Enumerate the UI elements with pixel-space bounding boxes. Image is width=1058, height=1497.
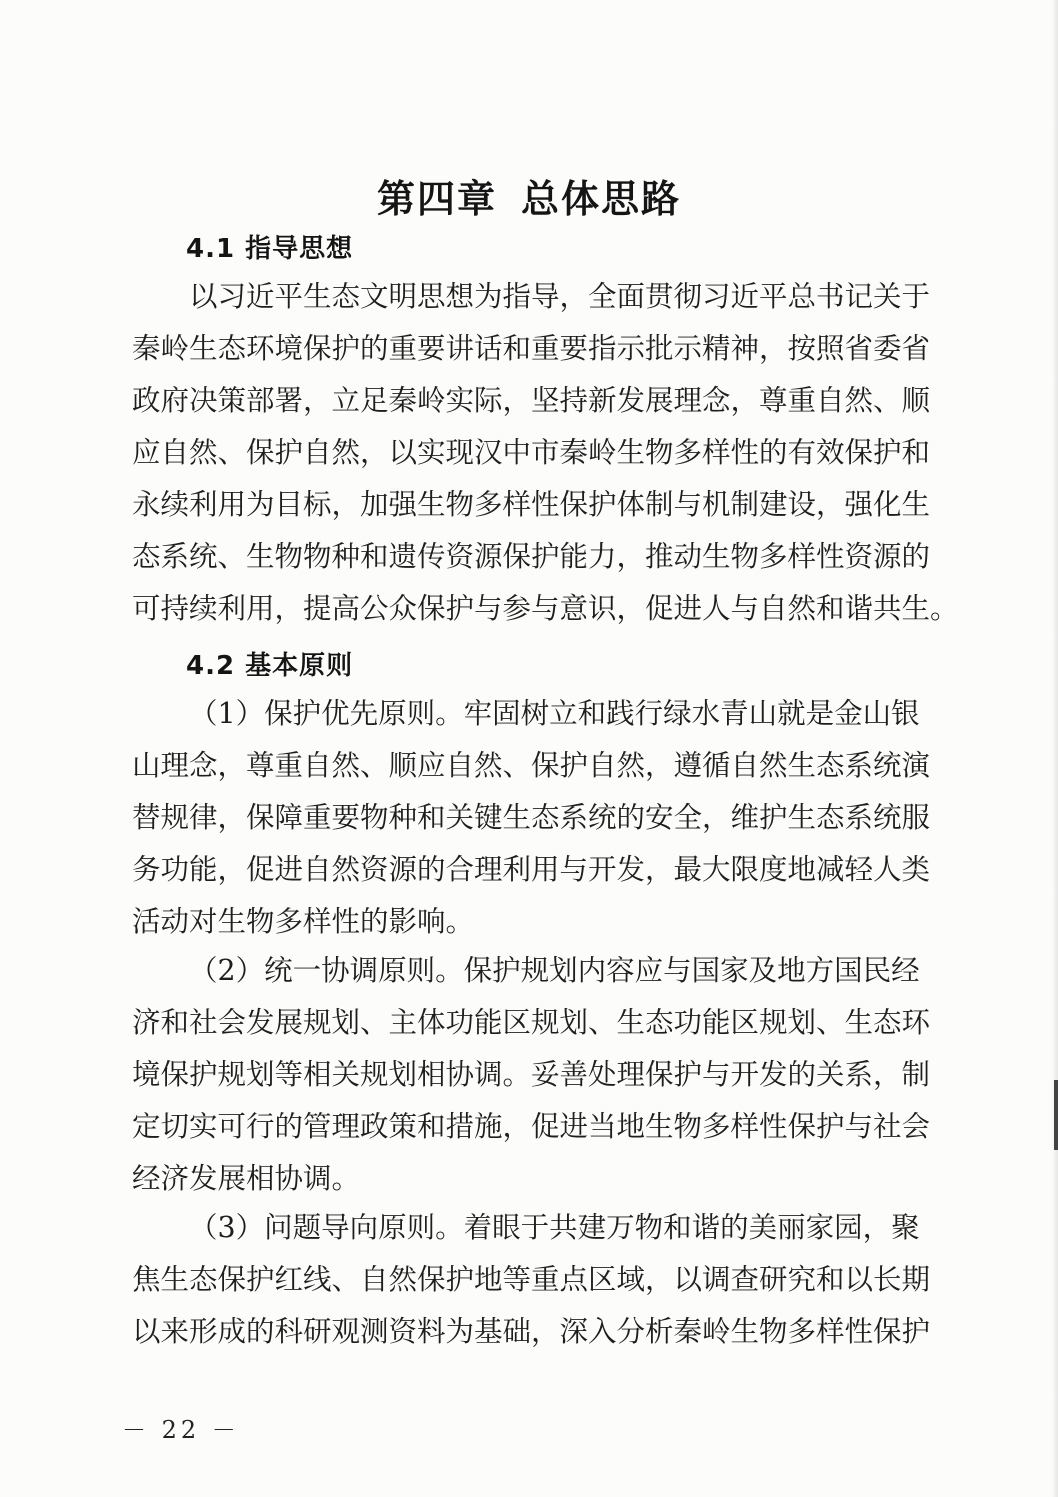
paragraph-line: 焦生态保护红线、自然保护地等重点区域，以调查研究和以长期 xyxy=(132,1263,931,1296)
paragraph-line: 秦岭生态环境保护的重要讲话和重要指示批示精神，按照省委省 xyxy=(132,332,931,365)
paragraph-line: 以习近平生态文明思想为指导，全面贯彻习近平总书记关于 xyxy=(189,280,931,313)
paragraph-line: 山理念，尊重自然、顺应自然、保护自然，遵循自然生态系统演 xyxy=(132,749,931,782)
paragraph-guiding-ideology xyxy=(132,271,959,635)
paragraph-line: 可持续利用，提高公众保护与参与意识，促进人与自然和谐共生。 xyxy=(132,592,959,625)
page-edge-shadow xyxy=(1052,0,1058,1497)
paragraph-line: 替规律，保障重要物种和关键生态系统的安全，维护生态系统服 xyxy=(132,801,931,834)
paragraph-line: 永续利用为目标，加强生物多样性保护体制与机制建设，强化生 xyxy=(132,488,931,521)
paragraph-line: 应自然、保护自然，以实现汉中市秦岭生物多样性的有效保护和 xyxy=(132,436,931,469)
paragraph-problem-oriented xyxy=(132,1202,931,1358)
chapter-number: 第四章 xyxy=(376,177,497,221)
paragraph-line: 定切实可行的管理政策和措施，促进当地生物多样性保护与社会 xyxy=(132,1110,931,1143)
page-number: － 22 － xyxy=(122,1416,240,1444)
paragraph-unified-coordination xyxy=(132,945,931,1205)
section-heading-4-1: 4.1 指导思想 xyxy=(186,234,354,264)
paragraph-line: （1）保护优先原则。牢固树立和践行绿水青山就是金山银 xyxy=(189,697,920,730)
binding-mark xyxy=(1054,1080,1058,1150)
paragraph-line: 政府决策部署，立足秦岭实际，坚持新发展理念，尊重自然、顺 xyxy=(132,384,931,417)
paragraph-line: 经济发展相协调。 xyxy=(132,1162,361,1195)
paragraph-line: 以来形成的科研观测资料为基础，深入分析秦岭生物多样性保护 xyxy=(132,1315,931,1348)
paragraph-line: （2）统一协调原则。保护规划内容应与国家及地方国民经 xyxy=(189,954,920,987)
paragraph-line: 境保护规划等相关规划相协调。妥善处理保护与开发的关系，制 xyxy=(132,1058,931,1091)
chapter-name: 总体思路 xyxy=(521,177,682,221)
paragraph-line: 务功能，促进自然资源的合理利用与开发，最大限度地减轻人类 xyxy=(132,853,931,886)
paragraph-protection-priority xyxy=(132,688,931,948)
paragraph-line: 态系统、生物物种和遗传资源保护能力，推动生物多样性资源的 xyxy=(132,540,931,573)
paragraph-line: 济和社会发展规划、主体功能区规划、生态功能区规划、生态环 xyxy=(132,1006,931,1039)
paragraph-line: 活动对生物多样性的影响。 xyxy=(132,905,475,938)
chapter-title xyxy=(0,168,1058,223)
section-heading-4-2: 4.2 基本原则 xyxy=(186,651,354,681)
paragraph-line: （3）问题导向原则。着眼于共建万物和谐的美丽家园，聚 xyxy=(189,1211,920,1244)
